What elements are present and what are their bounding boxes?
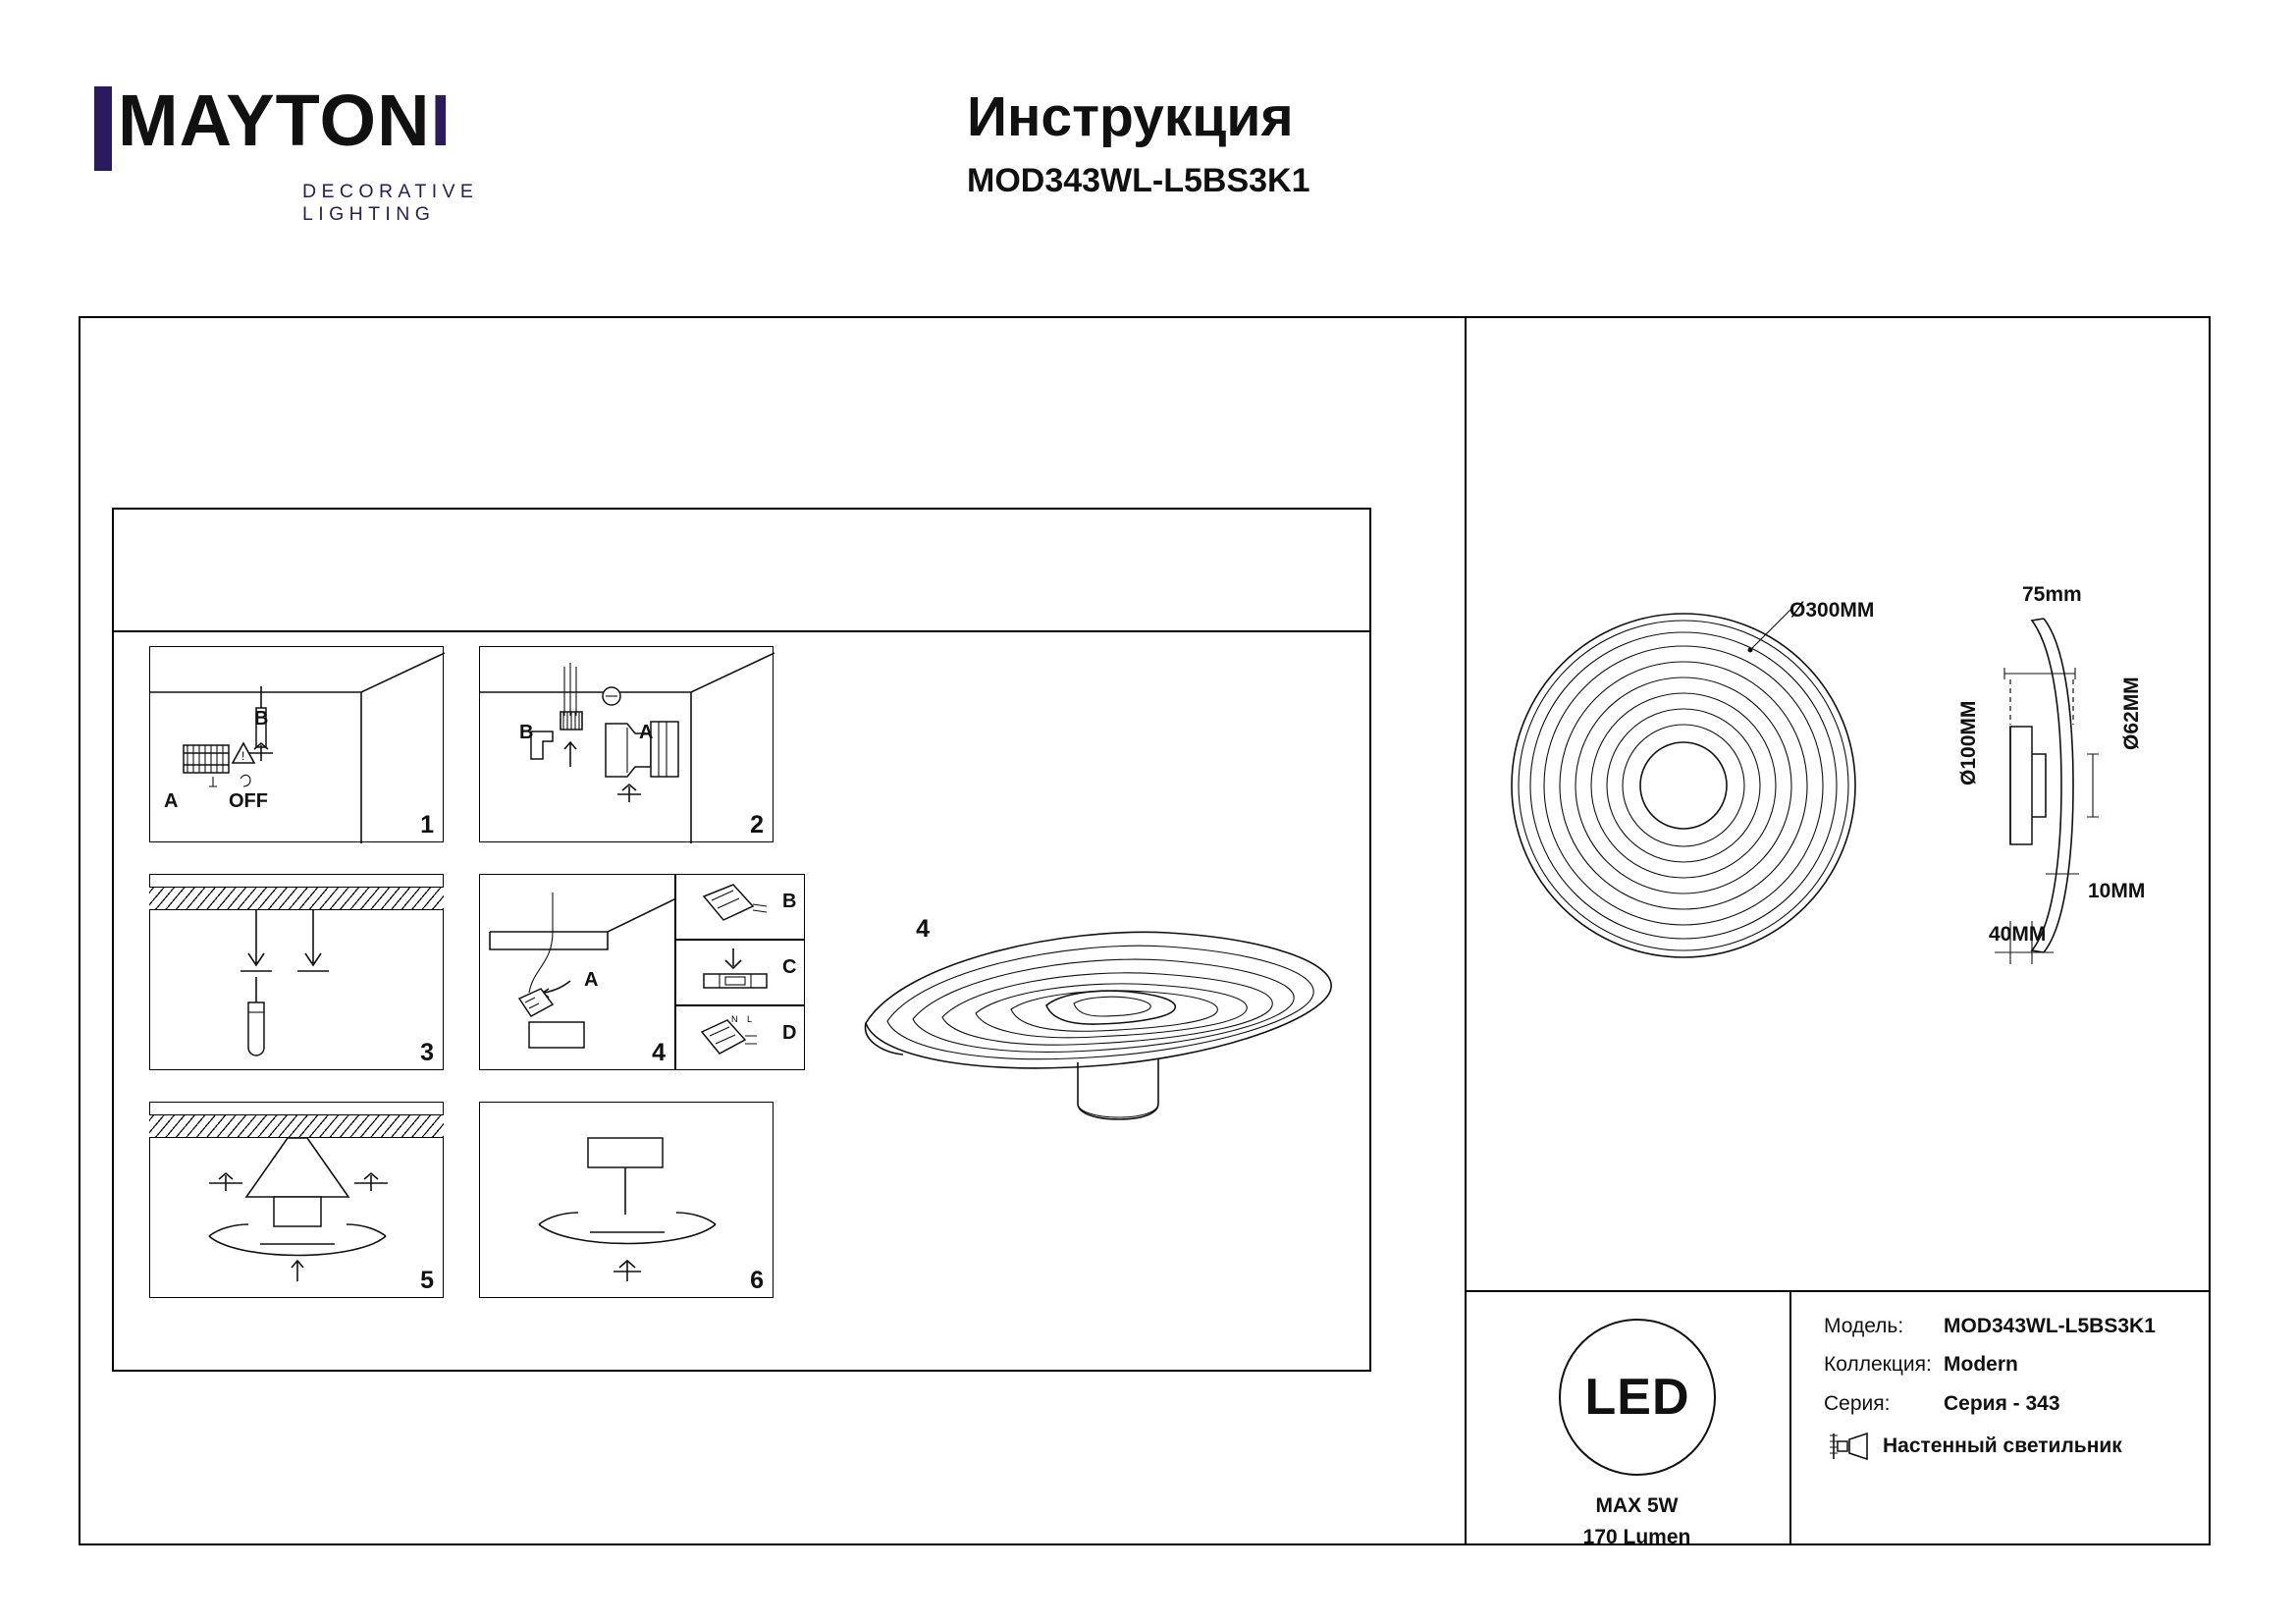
step-4: [479, 874, 675, 1070]
spec-row-series: [1824, 1391, 2197, 1417]
brand-logo: [94, 80, 585, 226]
dimension-outer-diameter: Ø300MM: [1789, 599, 1875, 622]
spec-row-type: [1824, 1430, 2197, 1463]
steps-container-topline: [112, 630, 1371, 632]
step2-label-b: B: [519, 722, 534, 743]
step-4-detail-c: [675, 940, 805, 1005]
dimension-inner-diameter: Ø100MM: [1957, 700, 1980, 785]
spec-value-series: Серия - 343: [1944, 1391, 2060, 1415]
spec-value-collection: Modern: [1944, 1353, 2018, 1377]
model-code: MOD343WL-L5BS3K1: [967, 161, 1310, 199]
step1-label-a: A: [164, 790, 179, 812]
led-max-power: MAX 5W: [1595, 1494, 1679, 1517]
step2-label-a: A: [639, 722, 654, 743]
spec-label-series: Серия:: [1824, 1391, 1891, 1415]
step4-label-d: D: [782, 1022, 797, 1044]
svg-text:N: N: [731, 1014, 738, 1024]
step1-label-b: B: [254, 708, 269, 730]
spec-row-collection: [1824, 1352, 2197, 1378]
wall-lamp-icon: [1824, 1430, 1883, 1463]
step3-number: 3: [420, 1039, 434, 1066]
spec-row-model: [1824, 1314, 2197, 1339]
frame-spec-divider: [1789, 1290, 1791, 1545]
step1-number: 1: [420, 811, 434, 839]
step4-number-dup: 4: [916, 915, 930, 943]
dimension-mount-diameter: Ø62MM: [2120, 677, 2143, 750]
spec-table: [1824, 1314, 2197, 1463]
step-4-detail-b: [675, 874, 805, 940]
step-5: [149, 1102, 444, 1298]
step5-number: 5: [420, 1267, 434, 1294]
step-3: [149, 874, 444, 1070]
step6-number: 6: [750, 1267, 764, 1294]
step-6: [479, 1102, 774, 1298]
svg-text:!: !: [241, 749, 245, 763]
step-4-detail-d: [675, 915, 930, 1070]
logo-wordmark: MAYTONI: [118, 80, 453, 161]
spec-value-type: Настенный светильник: [1883, 1434, 2122, 1457]
document-title-block: [967, 86, 1310, 200]
dimension-thickness: 10MM: [2088, 880, 2146, 902]
step4-label-c: C: [782, 956, 797, 978]
page-title: Инструкция: [967, 85, 1294, 148]
spec-label-collection: Коллекция:: [1824, 1353, 1932, 1377]
logo-tagline: DECORATIVE LIGHTING: [302, 181, 479, 225]
frame-horizontal-divider: [1465, 1290, 2211, 1292]
led-lumen: 170 Lumen: [1582, 1525, 1691, 1548]
led-caption: [1531, 1490, 1742, 1552]
step4-label-b: B: [782, 891, 797, 912]
spec-value-model: MOD343WL-L5BS3K1: [1944, 1315, 2156, 1337]
logo-bar-icon: [94, 86, 112, 171]
dimension-base-depth: 40MM: [1989, 923, 2047, 946]
product-illustration: [844, 893, 1355, 1168]
step4-number: 4: [652, 1039, 666, 1066]
step-1: [149, 646, 444, 842]
step4-label-a: A: [584, 969, 599, 991]
step2-number: 2: [750, 811, 764, 839]
front-view-drawing: [1497, 589, 1870, 982]
led-badge: [1559, 1319, 1716, 1476]
spec-label-model: Модель:: [1824, 1315, 1904, 1337]
led-badge-label: LED: [1584, 1369, 1690, 1426]
svg-text:L: L: [747, 1014, 753, 1024]
dimension-depth: 75mm: [2022, 583, 2082, 606]
frame-vertical-divider: [1465, 316, 1467, 1545]
step1-label-off: OFF: [229, 790, 268, 812]
step-2: [479, 646, 774, 842]
